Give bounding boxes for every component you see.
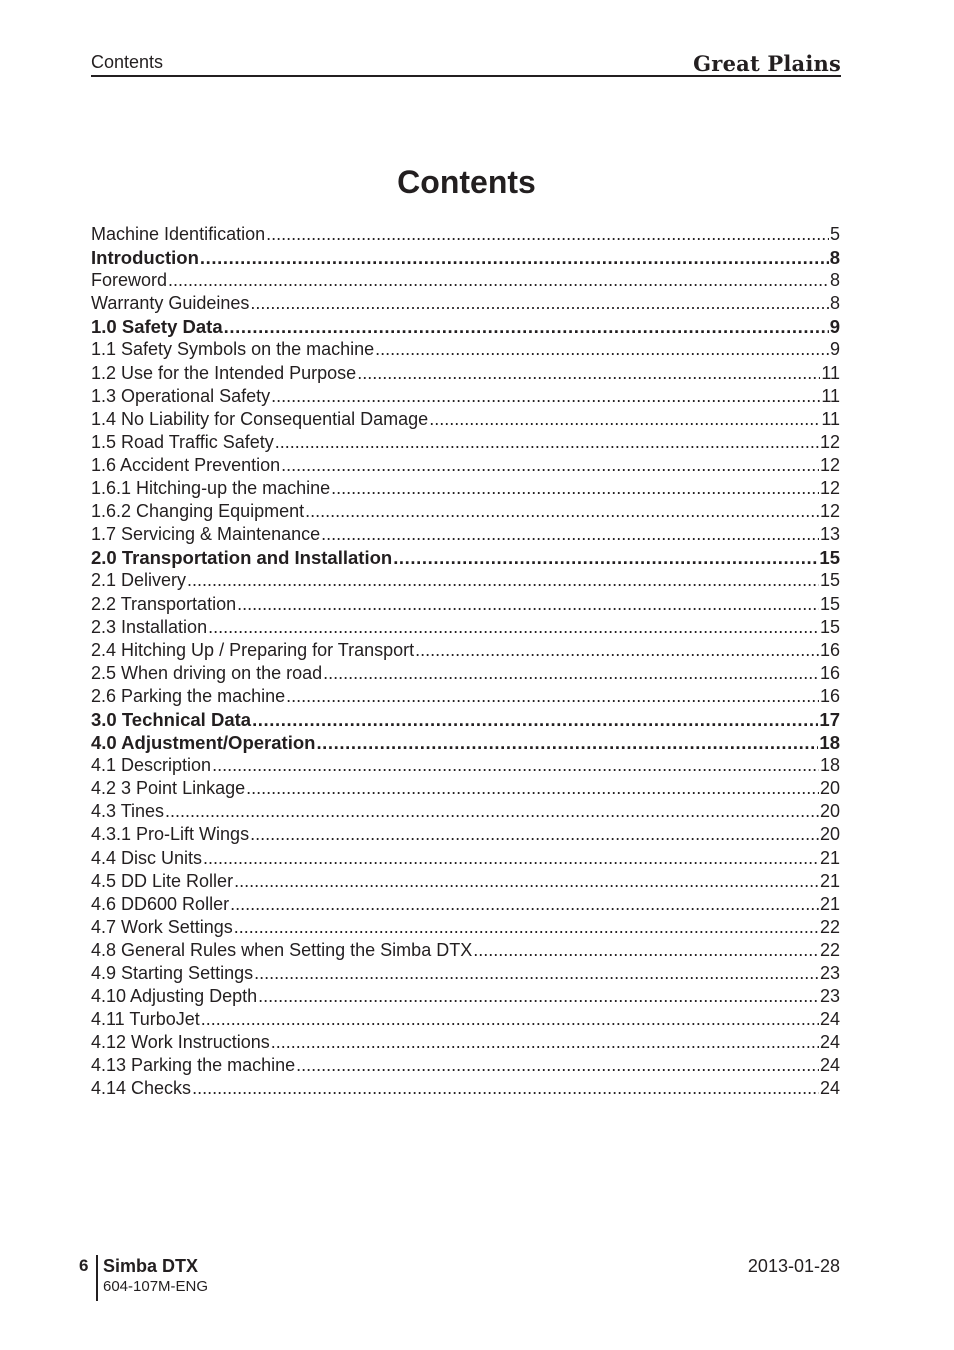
toc-entry-page: 11 bbox=[821, 362, 840, 383]
toc-entry[interactable] bbox=[91, 454, 840, 477]
toc-entry[interactable] bbox=[91, 985, 840, 1008]
toc-entry[interactable] bbox=[91, 754, 840, 777]
footer-page-number: 6 bbox=[79, 1256, 89, 1275]
toc-dot-leader bbox=[254, 962, 819, 985]
toc-dot-leader bbox=[224, 315, 829, 338]
toc-dot-leader bbox=[321, 523, 819, 546]
toc-entry[interactable] bbox=[91, 477, 840, 500]
toc-entry-page: 16 bbox=[819, 662, 840, 683]
toc-entry[interactable] bbox=[91, 616, 840, 639]
toc-entry[interactable] bbox=[91, 685, 840, 708]
toc-entry-label: 1.2 Use for the Intended Purpose bbox=[91, 362, 357, 383]
toc-dot-leader bbox=[473, 939, 819, 962]
toc-entry[interactable] bbox=[91, 1031, 840, 1054]
toc-entry-label: Machine Identification bbox=[91, 224, 266, 244]
toc-entry-page: 11 bbox=[821, 408, 840, 429]
toc-dot-leader bbox=[212, 754, 819, 777]
toc-entry[interactable] bbox=[91, 916, 840, 939]
toc-dot-leader bbox=[208, 616, 819, 639]
toc-entry-label: 2.6 Parking the machine bbox=[91, 685, 286, 706]
toc-entry-page: 8 bbox=[829, 247, 840, 269]
toc-dot-leader bbox=[271, 385, 820, 408]
toc-entry-label: 1.1 Safety Symbols on the machine bbox=[91, 339, 375, 360]
toc-entry[interactable] bbox=[91, 639, 840, 662]
toc-dot-leader bbox=[375, 338, 829, 361]
toc-entry-label: 4.4 Disc Units bbox=[91, 847, 203, 868]
toc-dot-leader bbox=[305, 500, 819, 523]
toc-dot-leader bbox=[252, 708, 818, 731]
toc-entry-page: 20 bbox=[819, 778, 840, 799]
toc-entry-page: 22 bbox=[819, 916, 840, 937]
toc-dot-leader bbox=[415, 639, 819, 662]
toc-entry[interactable] bbox=[91, 1008, 840, 1031]
toc-entry-label: 1.6 Accident Prevention bbox=[91, 454, 281, 475]
toc-entry[interactable] bbox=[91, 662, 840, 685]
toc-entry[interactable] bbox=[91, 870, 840, 893]
toc-entry-label: 1.6.1 Hitching-up the machine bbox=[91, 478, 331, 499]
toc-entry-label: 4.8 General Rules when Setting the Simba DTX bbox=[91, 939, 473, 960]
toc-entry-label: 1.6.2 Changing Equipment bbox=[91, 501, 305, 522]
toc-entry-label: 2.2 Transportation bbox=[91, 593, 237, 614]
toc-dot-leader bbox=[237, 593, 819, 616]
toc-dot-leader bbox=[393, 546, 818, 569]
toc-dot-leader bbox=[296, 1054, 819, 1077]
toc-entry-label: 4.9 Starting Settings bbox=[91, 963, 254, 983]
toc-entry[interactable] bbox=[91, 223, 840, 246]
toc-entry-label: Foreword bbox=[91, 270, 168, 291]
toc-entry[interactable] bbox=[91, 246, 840, 269]
toc-entry-label: 4.3 Tines bbox=[91, 801, 165, 822]
toc-entry[interactable] bbox=[91, 431, 840, 454]
toc-dot-leader bbox=[203, 847, 819, 870]
toc-entry[interactable] bbox=[91, 385, 840, 408]
toc-entry-label: 1.4 No Liability for Consequential Damage bbox=[91, 408, 429, 429]
toc-entry-label: 4.12 Work Instructions bbox=[91, 1032, 270, 1053]
toc-entry[interactable] bbox=[91, 708, 840, 731]
brand-logo: Great Plains bbox=[693, 51, 841, 76]
toc-entry-page: 12 bbox=[819, 478, 840, 499]
toc-entry-label: 1.5 Road Traffic Safety bbox=[91, 431, 274, 452]
toc-entry[interactable] bbox=[91, 315, 840, 338]
toc-entry-page: 15 bbox=[819, 570, 840, 591]
toc-entry-page: 8 bbox=[829, 293, 840, 314]
toc-dot-leader bbox=[201, 1008, 819, 1031]
toc-entry[interactable] bbox=[91, 546, 840, 569]
toc-entry-label: 4.5 DD Lite Roller bbox=[91, 870, 234, 891]
toc-entry-page: 24 bbox=[819, 1032, 840, 1053]
toc-entry[interactable] bbox=[91, 823, 840, 846]
toc-entry-label: 4.14 Checks bbox=[91, 1078, 192, 1099]
toc-entry-label: 2.1 Delivery bbox=[91, 570, 187, 591]
toc-dot-leader bbox=[250, 823, 819, 846]
toc-entry-label: 4.0 Adjustment/Operation bbox=[91, 732, 316, 754]
toc-entry[interactable] bbox=[91, 731, 840, 754]
toc-entry-page: 12 bbox=[819, 501, 840, 522]
toc-entry-page: 17 bbox=[819, 708, 840, 730]
footer-divider bbox=[96, 1255, 98, 1301]
toc-entry[interactable] bbox=[91, 893, 840, 916]
toc-entry[interactable] bbox=[91, 847, 840, 870]
toc-entry-label: 4.1 Description bbox=[91, 755, 212, 776]
toc-entry-label: 1.7 Servicing & Maintenance bbox=[91, 524, 321, 545]
toc-entry-label: 4.13 Parking the machine bbox=[91, 1055, 296, 1076]
toc-entry[interactable] bbox=[91, 292, 840, 315]
toc-entry[interactable] bbox=[91, 523, 840, 546]
toc-entry[interactable] bbox=[91, 939, 840, 962]
toc-entry-page: 16 bbox=[819, 685, 840, 706]
toc-entry[interactable] bbox=[91, 800, 840, 823]
toc-entry-label: Warranty Guideines bbox=[91, 293, 250, 314]
toc-dot-leader bbox=[331, 477, 819, 500]
toc-entry-page: 24 bbox=[819, 1078, 840, 1099]
toc-dot-leader bbox=[316, 731, 818, 754]
header-section-label: Contents bbox=[91, 52, 164, 72]
toc-entry-label: 4.7 Work Settings bbox=[91, 916, 233, 937]
toc-entry-page: 8 bbox=[829, 270, 840, 291]
toc-dot-leader bbox=[165, 800, 819, 823]
toc-dot-leader bbox=[281, 454, 819, 477]
toc-entry-label: 4.2 3 Point Linkage bbox=[91, 778, 246, 799]
toc-entry-label: 2.0 Transportation and Installation bbox=[91, 547, 393, 569]
toc-dot-leader bbox=[187, 569, 819, 592]
toc-entry[interactable] bbox=[91, 777, 840, 800]
toc-dot-leader bbox=[230, 893, 819, 916]
toc-dot-leader bbox=[286, 685, 819, 708]
toc-entry[interactable] bbox=[91, 569, 840, 592]
toc-dot-leader bbox=[246, 777, 819, 800]
toc-dot-leader bbox=[271, 1031, 819, 1054]
toc-entry-label: Introduction bbox=[91, 247, 199, 269]
toc-dot-leader bbox=[323, 662, 819, 685]
toc-entry-page: 16 bbox=[819, 639, 840, 660]
toc-entry-label: 3.0 Technical Data bbox=[91, 708, 252, 730]
toc-entry-label: 2.4 Hitching Up / Preparing for Transport bbox=[91, 639, 415, 660]
toc-entry[interactable] bbox=[91, 500, 840, 523]
toc-entry[interactable] bbox=[91, 1054, 840, 1077]
toc-dot-leader bbox=[200, 246, 829, 269]
toc-entry-page: 22 bbox=[819, 939, 840, 960]
footer-model: Simba DTX bbox=[103, 1256, 199, 1276]
toc-entry-page: 24 bbox=[819, 1009, 840, 1030]
toc-entry-label: 1.3 Operational Safety bbox=[91, 385, 271, 406]
toc-entry-label: 2.5 When driving on the road bbox=[91, 662, 323, 683]
toc-entry-page: 9 bbox=[829, 339, 840, 360]
toc-entry-label: 1.0 Safety Data bbox=[91, 316, 223, 338]
toc-dot-leader bbox=[429, 408, 820, 431]
footer-doc-code: 604-107M-ENG bbox=[103, 1278, 209, 1295]
toc-entry-page: 9 bbox=[829, 316, 840, 338]
toc-entry[interactable] bbox=[91, 962, 840, 985]
toc-entry[interactable] bbox=[91, 362, 840, 385]
toc-dot-leader bbox=[234, 916, 819, 939]
toc-entry-page: 23 bbox=[819, 963, 840, 983]
toc-entry[interactable] bbox=[91, 338, 840, 361]
toc-dot-leader bbox=[234, 870, 819, 893]
toc-entry-page: 24 bbox=[819, 1055, 840, 1076]
toc-entry[interactable] bbox=[91, 1077, 840, 1100]
toc-dot-leader bbox=[266, 223, 829, 246]
toc-entry-page: 20 bbox=[819, 824, 840, 845]
toc-entry-page: 15 bbox=[819, 547, 840, 569]
toc-entry-label: 2.3 Installation bbox=[91, 616, 208, 637]
toc-entry-page: 13 bbox=[819, 524, 840, 545]
toc-entry-page: 21 bbox=[819, 893, 840, 914]
toc-entry-label: 4.3.1 Pro-Lift Wings bbox=[91, 824, 250, 845]
toc-entry-page: 21 bbox=[819, 847, 840, 868]
toc-entry-label: 4.6 DD600 Roller bbox=[91, 893, 230, 914]
toc-entry-page: 11 bbox=[821, 385, 840, 406]
toc-dot-leader bbox=[357, 362, 820, 385]
toc-entry-label: 4.11 TurboJet bbox=[91, 1009, 200, 1030]
toc-entry-page: 12 bbox=[819, 454, 840, 475]
toc-entry[interactable] bbox=[91, 593, 840, 616]
toc-entry-page: 21 bbox=[819, 870, 840, 891]
toc-dot-leader bbox=[258, 985, 819, 1008]
toc-entry-page: 15 bbox=[819, 593, 840, 614]
toc-entry-page: 5 bbox=[829, 224, 840, 244]
toc-entry[interactable] bbox=[91, 408, 840, 431]
table-of-contents bbox=[91, 223, 840, 1101]
toc-dot-leader bbox=[168, 269, 829, 292]
toc-entry-page: 18 bbox=[819, 732, 840, 754]
toc-entry-page: 15 bbox=[819, 616, 840, 637]
toc-entry-page: 18 bbox=[819, 755, 840, 776]
footer-date: 2013-01-28 bbox=[747, 1256, 840, 1276]
toc-dot-leader bbox=[250, 292, 829, 315]
toc-entry[interactable] bbox=[91, 269, 840, 292]
toc-entry-page: 23 bbox=[819, 986, 840, 1007]
toc-entry-page: 12 bbox=[819, 431, 840, 452]
page-title: Contents bbox=[397, 164, 536, 200]
toc-entry-page: 20 bbox=[819, 801, 840, 822]
toc-entry-label: 4.10 Adjusting Depth bbox=[91, 986, 258, 1007]
toc-dot-leader bbox=[275, 431, 819, 454]
page-header bbox=[91, 50, 841, 77]
toc-dot-leader bbox=[192, 1077, 819, 1100]
